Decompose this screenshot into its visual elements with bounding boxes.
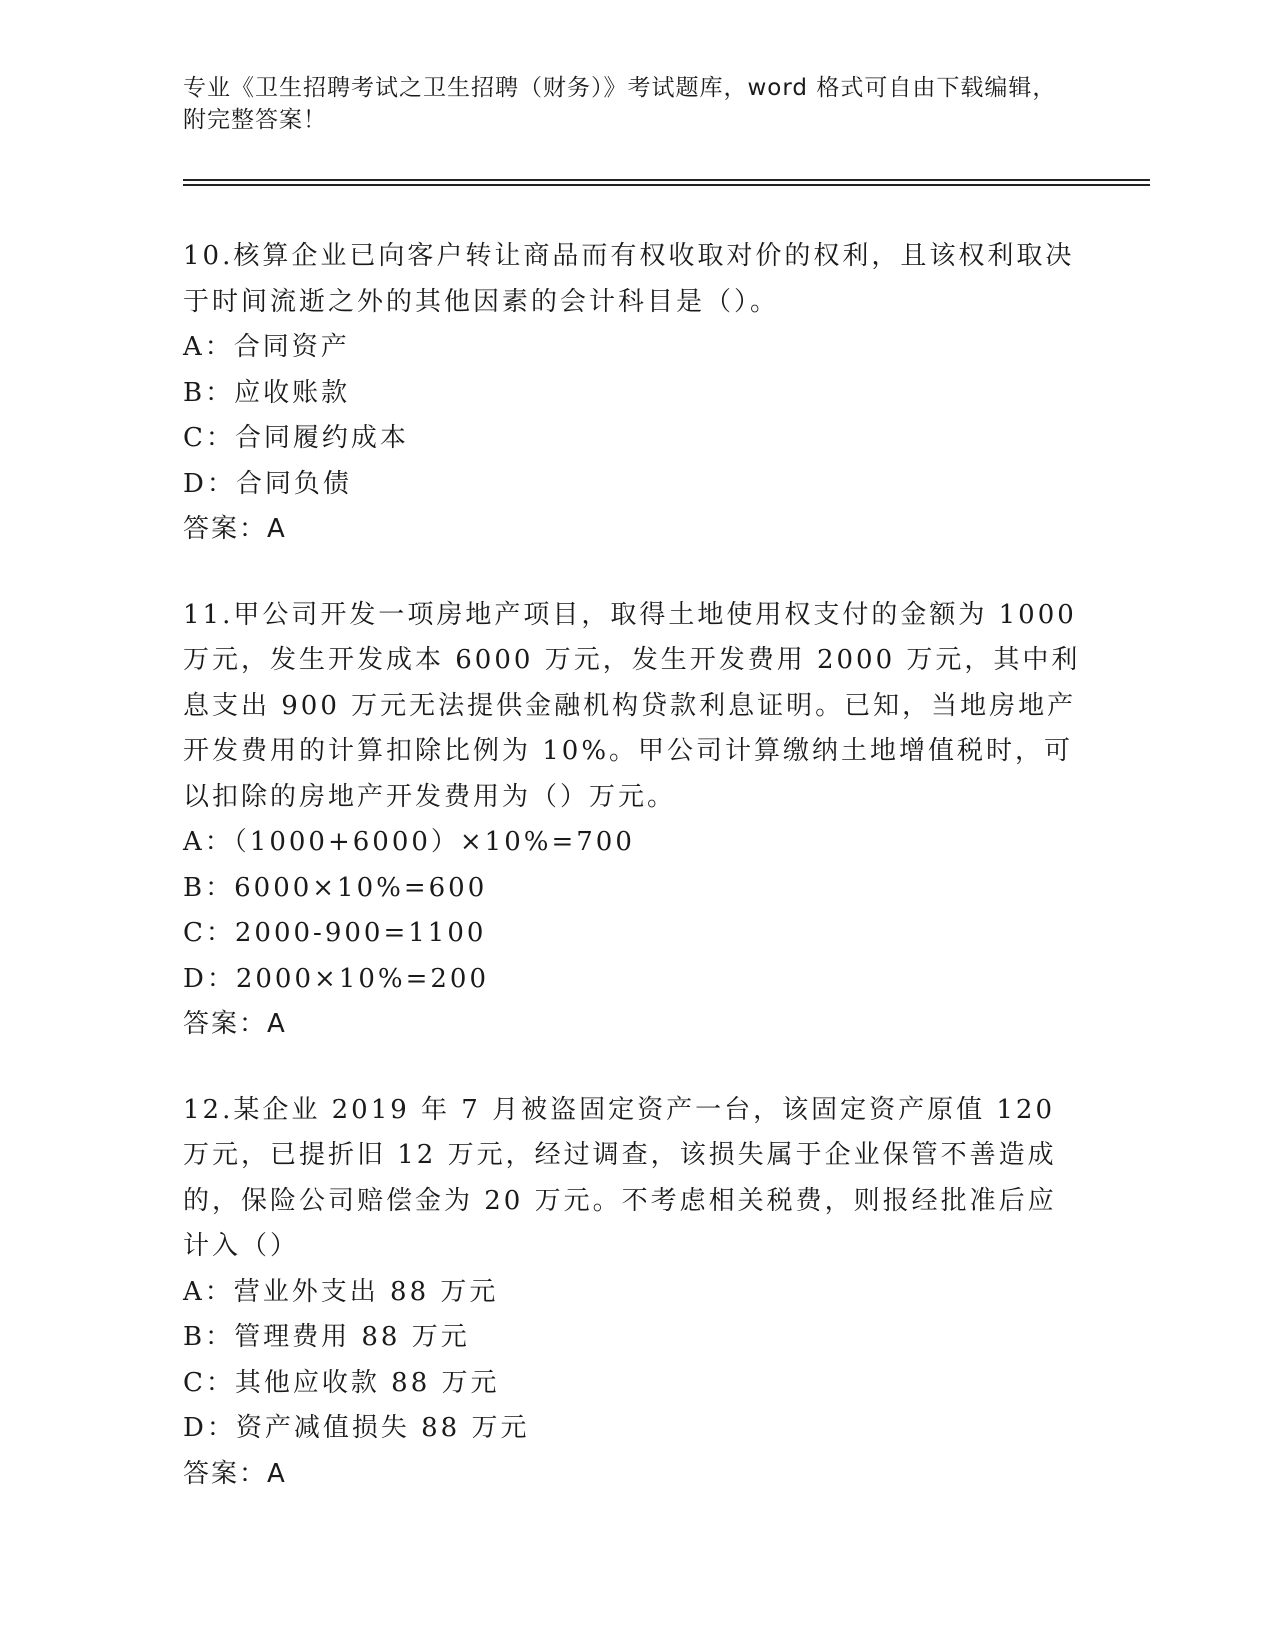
question-stem: 12.某企业 2019 年 7 月被盗固定资产一台，该固定资产原值 120 万元，已提折旧 12 万元，经过调查，该损失属于企业保管不善造成的，保险公司赔偿金为 20 万元。不考虑相关税费，则报经批准后应计入（）: [183, 1094, 1057, 1261]
option-d: D：2000×10%=200: [183, 963, 489, 994]
question-10: [183, 234, 1083, 553]
question-12: [183, 1088, 1083, 1498]
option-d: D：合同负债: [183, 468, 352, 499]
header-divider-top: [183, 179, 1150, 181]
option-d: D：资产减值损失 88 万元: [183, 1413, 530, 1443]
option-a: A：合同资产: [183, 332, 350, 362]
option-a: A：（1000+6000）×10%=700: [183, 827, 635, 857]
question-11: [183, 593, 1083, 1048]
option-b: B：管理费用 88 万元: [183, 1322, 470, 1352]
question-list: [183, 234, 1083, 1537]
question-stem: 10.核算企业已向客户转让商品而有权收取对价的权利，且该权利取决于时间流逝之外的其他因素的会计科目是（）。: [183, 241, 1075, 317]
option-a: A：营业外支出 88 万元: [183, 1276, 499, 1307]
answer-line: 答案：A: [183, 1009, 287, 1039]
header-divider-bottom: [183, 184, 1150, 186]
option-c: C：合同履约成本: [183, 423, 409, 453]
question-stem: 11.甲公司开发一项房地产项目，取得土地使用权支付的金额为 1000 万元，发生开发成本 6000 万元，发生开发费用 2000 万元，其中利息支出 900 万元无法提供金融机构贷款利息证明。已知，当地房地产开发费用的计算扣除比例为 10%。甲公司计算缴纳土地增值税时，可以扣除的房地产开发费用为（）万元。: [183, 599, 1081, 812]
option-c: C：2000-900=1100: [183, 918, 487, 948]
option-b: B：应收账款: [183, 377, 351, 408]
option-c: C：其他应收款 88 万元: [183, 1367, 500, 1398]
option-b: B：6000×10%=600: [183, 872, 488, 903]
answer-line: 答案：A: [183, 514, 287, 544]
answer-line: 答案：A: [183, 1458, 287, 1489]
document-header: 专业《卫生招聘考试之卫生招聘（财务）》考试题库，word 格式可自由下载编辑，附完整答案！: [183, 75, 1057, 133]
